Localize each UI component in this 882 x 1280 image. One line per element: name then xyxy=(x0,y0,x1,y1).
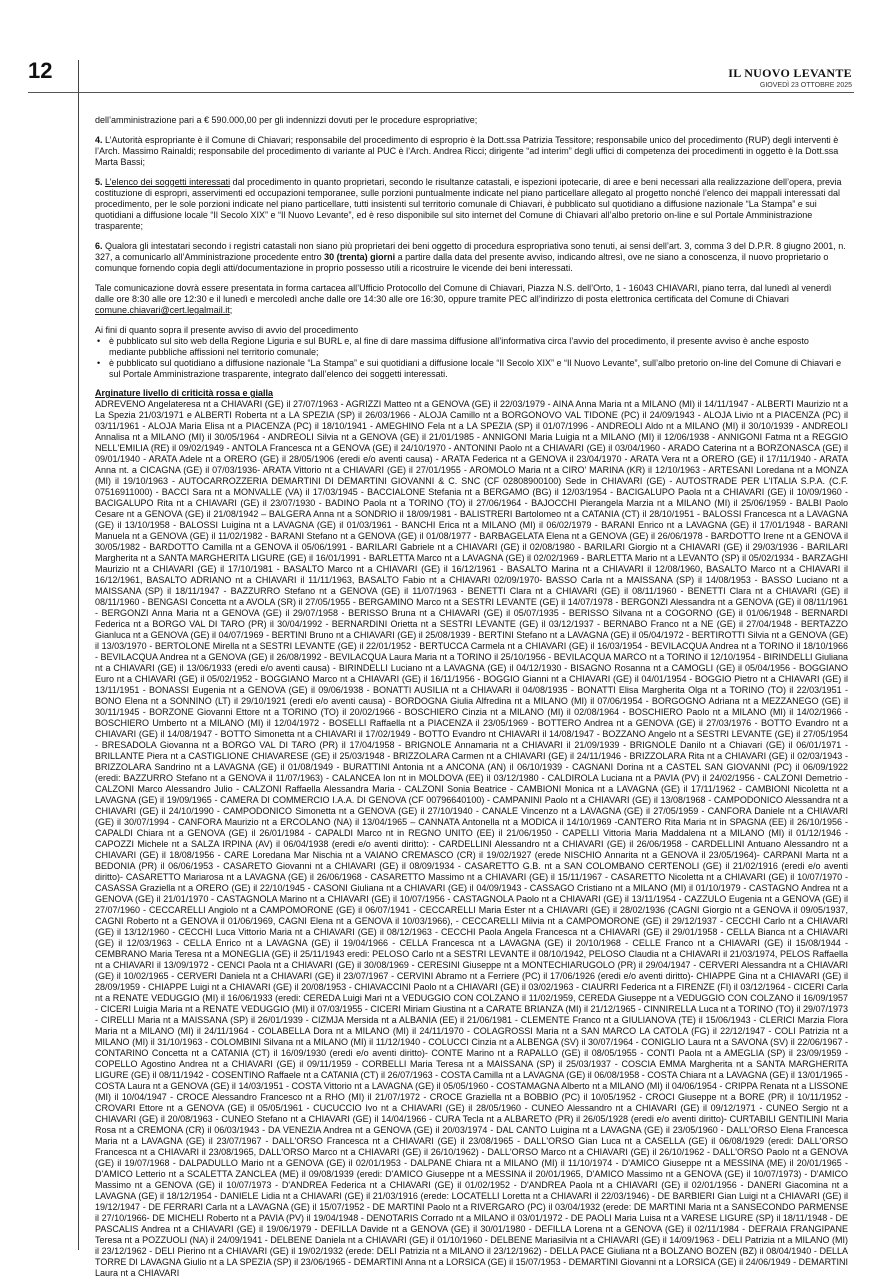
point-4 xyxy=(95,135,848,168)
communication-paragraph xyxy=(95,283,848,316)
intro-line: dell’amministrazione pari a € 590.000,00 per gli indennizzi dovuti per le procedure espropriative; xyxy=(95,115,478,125)
newspaper-title: IL NUOVO LEVANTE xyxy=(728,66,852,80)
header-rule xyxy=(28,92,854,93)
point-5-label: 5. xyxy=(95,177,103,187)
avviso-intro: Ai fini di quanto sopra il presente avviso di avvio del procedimento xyxy=(95,325,359,335)
point-5-text: dal procedimento in quanto proprietari, secondo le risultanze catastali, e ispezioni ipotecarie, di aree e beni necessari alla realizzazione dell’opera, previa costituzione di espropri, asservimenti ed occupazioni temporanee, sulle porzioni puntualmente indicate nel piano particellare allegato al progetto nonché l’elenco dei mappali interessati dal procedimento, per le sole porzioni indicate nel piano particellare, tutti insistenti sul territorio comunale di Chiavari, è pubblicato sul quotidiano a diffusione nazionale “La Stampa” e sui quotidiani a diffusione locale “Il Secolo XIX” e “Il Nuovo Levante”, ed è reso disponibile sul sito internet del Comune di Chiavari all’albo pretorio on-line e sul Portale Amministrazione trasparente; xyxy=(95,177,842,231)
point-6 xyxy=(95,241,848,274)
vertical-rule xyxy=(78,60,79,1250)
page-number: 12 xyxy=(28,58,53,83)
arginature-heading: Arginature livello di criticità rossa e gialla xyxy=(95,388,274,398)
point-6-label: 6. xyxy=(95,241,103,251)
arginature-owner-list: ADREVENO Angelateresa nt a CHIAVARI (GE) il 27/07/1963 - AGRIZZI Matteo nt a GENOVA (GE) il 22/03/1979 - AINA Anna Maria nt a MILANO (MI) il 14/11/1947 - ALBERTI Maurizio nt a La Spezia 21/03/1971 e ALBERTI Roberta nt a LA SPEZIA (SP) il 26/03/1966 - ALOJA Camillo nt a BORGONOVO VAL TIDONE (PC) il 24/09/1943 - ALOJA Livio nt a PIACENZA (PC) il 03/11/1961 - ALOJA Maria Elisa nt a PIACENZA (PC) il 18/10/1941 - AMEGHINO Fela nt a LA SPEZIA (SP) il 01/07/1996 - ANDREOLI Aldo nt a MILANO (MI) il 30/10/1939 - ANDREOLI Annalisa nt a MILANO (MI) il 30/05/1964 - ANDREOLI Silvia nt a GENOVA (GE) il 21/01/1985 - ANNIGONI Maria Luigia nt a MILANO (MI) il 12/06/1938 - ANNIGONI Fatma nt a REGGIO NELL'EMILIA (RE) il 09/02/1949 - ANTOLA Francesca nt a GENOVA (GE) il 24/10/1970 - ANTONINI Paolo nt a CHIAVARI (GE) il 03/04/1960 - ARADO Caterina nt a BORZONASCA (GE) il 09/01/1940 - ARATA Adele nt a ORERO (GE) il 28/05/1906 (eredi e/o aventi causa) - ARATA Federica nt a GENOVA il 23/04/1970 - ARATA Vera nt a ORERO (GE) il 17/11/1940 - ARATA Anna nt. a CICAGNA (GE) il 07/03/1936- ARATA Vittorio nt a CHIAVARI (GE) il 27/01/1955 - AROMOLO Maria nt a CIRO' MARINA (KR) il 12/10/1963 - ARTESANI Loredana nt a MONZA (MI) il 19/10/1963 - AUTOCARROZZERIA DEMARTINI DI DEMARTINI GIOVANNI & C. SNC (CF 02808900100) Sede in CHIAVARI (GE) - AUTOSTRADE PER L'ITALIA S.P.A. (C.F. 07516911000) - BACCI Sara nt a MONVALLE (VA) il 17/03/1945 - BACCIALONE Stefania nt a BERGAMO (BG) il 12/03/1954 - BACIGALUPO Paola nt a CHIAVARI (GE) il 10/09/1960 - BACIGALUPO Rita nt a CHIAVARI (GE) il 23/07/1930 - BADINO Paola nt a TORINO (TO) il 27/06/1964 - BAJOCCHI Pierangela Marzia nt a MILANO (MI) il 25/06/1959 - BALBI Paolo Cesare nt a GENOVA (GE) il 21/08/1942 – BALGERA Anna nt a SONDRIO il 18/09/1981 - BALISTRERI Bartolomeo nt a CATANIA (CT) il 28/10/1951 - BALOSSI Francesca nt a LAVAGNA (GE) il 13/10/1958 - BALOSSI Luigina nt a LAVAGNA (GE) il 01/03/1961 - BANCHI Erica nt a MILANO (MI) il 06/02/1979 - BARANI Enrico nt a LAVAGNA (GE) il 17/01/1948 - BARANI Manuela nt a GENOVA (GE) il 11/02/1982 - BARANI Stefano nt a GENOVA (GE) il 01/08/1977 - BARBAGELATA Elena nt a GENOVA (GE) il 26/06/1978 - BARDOTTO Irene nt a GENOVA il 30/05/1982 - BARDOTTO Camilla nt a GENOVA il 05/06/1991 - BARILARI Gabriele nt a CHIAVARI (GE) il 02/08/1980 - BARILARI Giorgio nt a CHIAVARI (GE) il 29/03/1936 - BARILARI Margherita nt a SANTA MARGHERITA LIGURE (GE) il 16/01/1991 - BARLETTA Marco nt a LAVAGNA (GE) il 02/02/1969 - BARLETTA Mario nt a LEVANTO (SP) il 05/02/1934 - BARZAGHI Maurizio nt a CHIAVARI (GE) il 17/10/1981 - BASALTO Marco nt a CHIAVARI (GE) il 16/12/1961 - BASALTO Marina nt a CHIAVARI il 12/08/1960, BASALTO Marco nt a CHIAVARI il 16/12/1961, BASALTO ADRIANO nt a CHIAVARI il 11/11/1963, BASALTO Fabio nt a CHIAVARI 02/09/1970- BASSO Carla nt a MAISSANA (SP) il 14/08/1953 - BASSO Luciano nt a MAISSANA (SP) il 18/11/1947 - BAZZURRO Stefano nt a GENOVA (GE) il 11/07/1963 - BENETTI Clara nt a CHIAVARI (GE) il 08/11/1960 - BENETTI Clara nt a CHIAVARI (GE) il 08/11/1960 - BENGASI Concetta nt a AVOLA (SR) il 27/05/1955 - BERGAMINO Marco nt a SESTRI LEVANTE (GE) il 14/07/1978 - BERGONZI Alessandra nt a GENOVA (GE) il 08/11/1961 - BERGONZI Anna Maria nt a GENOVA (GE) il 29/07/1958 - BERISSO Bruna nt a CHIAVARI (GE) il 05/07/1935 - BERISSO Silvana nt a COGORNO (GE) il 01/06/1948 - BERNARDI Federica nt a BORGO VAL DI TARO (PR) il 30/04/1992 - BERNARDINI Orietta nt a SESTRI LEVANTE (GE) il 03/12/1937 - BERNABO Franco nt a NE (GE) il 27/04/1948 - BERTAZZO Gianluca nt a GENOVA (GE) il 04/07/1969 - BERTINI Bruno nt a CHIAVARI (GE) il 25/08/1939 - BERTINI Stefano nt a LAVAGNA (GE) il 05/04/1972 - BERTIROTTI Silvia nt a GENOVA (GE) il 13/03/1970 - BERTOLONE Mirella nt a SESTRI LEVANTE (GE) il 22/01/1952 - BERTUCCA Carmela nt a CHIAVARI (GE) il 16/03/1954 - BEVILACQUA Andrea nt a TORINO il 18/10/1966 - BEVILACQUA Andrea nt a GENOVA (GE) il 26/08/1992 - BEVILACQUA Laura Maria nt a TORINO il 25/10/1956 - BEVILACQUA MARCO nt a TORINO il 12/10/1954 - BIRINDELLI Giuliana nt a CHIAVARI (GE) il 13/06/1933 (eredi e/o aventi causa) - BIRINDELLI Luciano nt a LAVAGNA (GE) il 04/12/1930 - BISAGNO Rosanna nt a CAMOGLI (GE) il 05/04/1956 - BOGGIANO Euro nt a CHIAVARI (GE) il 05/02/1952 - BOGGIANO Marco nt a CHIAVARI (GE) il 16/11/1956 - BOGGIO Gianni nt a CHIAVARI (GE) il 04/01/1954 - BOGGIO Pietro nt a CHIAVARI (GE) il 13/11/1951 - BONASSI Eugenia nt a GENOVA (GE) il 09/06/1938 - BONATTI AUSILIA nt a CHIAVARI il 04/08/1935 - BONATTI Elisa Margherita Olga nt a TORINO (TO) il 22/03/1951 - BONO Elena nt a SONNINO (LT) il 29/10/1921 (eredi e/o aventi causa) - BORDOGNA Giulia Alfredina nt a MILANO (MI) il 07/06/1954 - BORGOGNO Adriana nt a MEZZANEGO (GE) il 30/11/1945 - BORZONE Giovanni Ettore nt a TORINO (TO) il 20/02/1966 - BOSCHIERO Cinzia nt a MILANO (MI) il 02/08/1964 - BOSCHIERO Paolo nt a MILANO (MI) il 14/02/1966 - BOSCHIERO Umberto nt a MILANO (MI) il 12/04/1972 - BOSELLI Raffaella nt a PIACENZA il 23/05/1969 - BOTTERO Andrea nt a GENOVA (GE) il 27/03/1976 - BOTTO Evandro nt a CHIAVARI (GE) il 14/08/1947 - BOTTO Simonetta nt a CHIAVARI il 17/02/1949 - BOTTO Evandro nt CHIAVARI il 14/08/1947 - BOZZANO Angelo nt a SESTRI LEVANTE (GE) il 27/05/1954 - BRESADOLA Giovanna nt a BORGO VAL DI TARO (PR) il 17/04/1958 - BRIGNOLE Annamaria nt a CHIAVARI il 21/09/1939 - BRIGNOLE Danilo nt a Chiavari (GE) il 06/01/1971 - BRILLANTE Piera nt a CASTIGLIONE CHIAVARESE (GE) il 25/03/1948 - BRIZZOLARA Carmen nt a CHIAVARI (GE) il 24/11/1946 - BRIZZOLARA Rita nt a CHIAVARI (GE) il 02/03/1943 - BRIZZOLARA Sandrino nt a LAVAGNA (GE) il 01/08/1949 - BURATTINI Antonia nt a ANCONA (AN) il 06/10/1939 - CAGNANI Dorina nt a CASTEL SAN GIOVANNI (PC) il 06/09/1922 (eredi: BAZZURRO Stefano nt a GENOVA il 11/07/1963) - CALANCEA Ion nt in MOLDOVA (EE) il 03/12/1980 - CALDIROLA Luciana nt a PAVIA (PV) il 24/02/1956 - CALZONI Demetrio - CALZONI Marco Alessandro Julio - CALZONI Raffaella Alessandra Maria - CALZONI Sonia Beatrice - CAMBIONI Monica nt a LAVAGNA (GE) il 17/11/1962 - CAMBIONI Nicoletta nt a LAVAGNA (GE) il 19/09/1965 - CAMERA DI COMMERCIO I.A.A. DI GENOVA (CF 00796640100) - CAMPANINI Paolo nt a CHIAVARI (GE) il 13/08/1968 - CAMPODONICO Alessandra nt a CHIAVARI (GE) il 24/10/1990 - CAMPODONICO Simonetta nt a GENOVA (GE) il 27/10/1940 - CANALE Vincenzo nt a LAVAGNA (GE) il 27/05/1959 - CANFORA Daniele nt a CHIAVARI (GE) il 30/07/1994 - CANFORA Maurizio nt a ERCOLANO (NA) il 13/04/1965 – CANNATA Antonella nt a MODICA il 14/10/1969 -CANTERO Rita Maria nt in SPAGNA (EE) il 26/10/1956 - CAPALDI Chiara nt a GENOVA (GE) il 26/01/1984 - CAPALDI Marco nt in REGNO UNITO (EE) il 21/06/1950 - CAPELLI Vittoria Maria Maddalena nt a MILANO (MI) il 01/12/1946 - CAPOZZI Michele nt a SALZA IRPINA (AV) il 06/04/1938 (eredi e/o aventi diritto): - CARDELLINI Alessandro nt a CHIAVARI (GE) il 26/06/1958 - CARDELLINI Antuano Alessandro nt a CHIAVARI (GE) il 18/08/1956 - CARE Loredana Mar Nischia nt a VAIANO CREMASCO (CR) il 19/02/1927 (erede NISCHIO Annarita nt a GENOVA il 23/05/1964)- CARPANI Marta nt a BEDONIA (PR) il 06/06/1953 - CASARETO Giovanni nt a CHIAVARI (GE) il 08/09/1934 - CASARETTO G.B. nt a SAN COLOMBANO CERTENOLI (GE) il 21/02/1916 (eredi e/o aventi diritto)- CASARETTO Mariarosa nt a LAVAGNA (GE) il 26/06/1968 - CASARETTO Massimo nt a CHIAVARI (GE) il 15/11/1967 - CASARETTO Nicoletta nt a CHIAVARI (GE) il 10/07/1970 - CASASSA Graziella nt a ORERO (GE) il 22/10/1945 - CASONI Giuliana nt a CHIAVARI (GE) il 04/09/1943 - CASSAGO Cristiano nt a MILANO (MI) il 01/10/1979 - CASTAGNO Andrea nt a GENOVA (GE) il 21/01/1970 - CASTAGNOLA Marino nt a CHIAVARI (GE) il 10/07/1956 - CASTAGNOLA Paolo nt a CHIAVARI (GE) il 13/11/1954 - CAZZULO Eugenia nt a GENOVA (GE) il 27/07/1960 - CECCARELLI Angiolo nt a CAMPOMORONE (GE) il 06/07/1941 - CECCARELLI Maria Ester nt a CHIAVARI (GE) il 28/02/1936 (CAGNI Giorgio nt a GENOVA il 09/05/1937, CAGNI Roberto nt a GENOVA il 01/06/1969, CAGNI Elena nt a GENOVA il 10/03/1966), - CECCARELLI Milvia nt a CAMPOMORONE (GE) il 29/12/1937 - CECCHI Carlo nt a CHIAVARI (GE) il 13/12/1960 - CECCHI Luca Vittorio Maria nt a CHIAVARI (GE) il 08/12/1963 - CECCHI Paola Angela Francesca nt a CHIAVARI (GE) il 29/01/1958 - CELLA Bianca nt a CHIAVARI (GE) il 12/03/1963 - CELLA Enrico nt a LAVAGNA (GE) il 19/04/1966 - CELLA Francesca nt a LAVAGNA (GE) il 20/10/1968 - CELLE Franco nt a CHIAVARI (GE) il 15/08/1944 - CEMBRANO Maria Teresa nt a MONEGLIA (GE) il 25/11/1943 eredi: PELOSO Carlo nt a SESTRI LEVANTE il 08/10/1942, PELOSO Claudia nt a CHIAVARI il 21/03/1974, PELOS Raffaella nt a CHIAVARI il 13/09/1972 - CENCI Paola nt a CHIAVARI (GE) il 30/08/1969 - CERESINI Giuseppe nt a MONTECHIARUGOLO (PR) il 29/04/1947 - CERVERI Alessandra nt a CHIAVARI (GE) il 10/02/1965 - CERVERI Daniela nt a CHIAVARI (GE) il 23/07/1967 - CERVINI Abramo nt a Ferriere (PC) il 17/06/1926 (eredi e/o aventi diritto)- CHIAPPE Gina nt a CHIAVARI (GE) il 28/09/1959 - CHIAPPE Luigi nt a CHIAVARI (GE) il 20/08/1953 - CHIAVACCINI Paolo nt a CHIAVARI (GE) il 03/02/1963 - CIAURRI Federica nt a FIRENZE (FI) il 03/12/1964 - CICERI Carla nt a RENATE VEDUGGIO (MI) il 16/06/1933 (eredi: CEREDA Luigi Mari nt a VEDUGGIO CON COLZANO il 11/02/1959, CEREDA Giuseppe nt a VEDUGGIO CON COLZANO il 16/09/1957 - CICERI Luigia Maria nt a RENATE VEDUGGIO (MI) il 07/03/1955 - CICERI Miriam Giustina nt a CARATE BRIANZA (MI) il 21/12/1965 - CINNIRELLA Luca nt a TORINO (TO) il 29/07/1973 - CIRELLI Maria nt a MAISSANA (SP) il 26/01/1939 - CIZMJA Mersida nt a ALBANIA (EE) il 21/06/1981 - CLEMENTE Franco nt a GIULIANOVA (TE) il 15/06/1943 - CLERICI Marzia Flora Maria nt a MILANO (MI) il 24/11/1964 - COLABELLA Dora nt a MILANO (MI) il 24/11/1970 - COLAGROSSI Maria nt a SAN MARCO LA CATOLA (FG) il 22/12/1947 - COLI Patrizia nt a MILANO (MI) il 31/10/1963 - COLOMBINI Silvana nt a MILANO (MI) il 11/12/1940 - COLUCCI Cinzia nt a ALBENGA (SV) il 30/07/1964 - CONIGLIO Laura nt a SAVONA (SV) il 22/06/1967 - CONTARINO Concetta nt a CATANIA (CT) il 16/09/1930 (eredi e/o aventi diritto)- CONTE Marino nt a RAPALLO (GE) il 08/05/1955 - CONTI Paola nt a AMEGLIA (SP) il 23/09/1959 - COPELLO Agostino Andrea nt a CHIAVARI (GE) il 09/11/1959 - CORBELLI Maria Teresa nt a MAISSANA (SP) il 25/03/1937 - COSCIA EMMA Margherita nt a SANTA MARGHERITA LIGURE (GE) il 08/11/1942 - COSENTINO Raffaele nt a CATANIA (CT) il 26/07/1963 - COSTA Camilla nt a LAVAGNA (GE) il 06/08/1958 - COSTA Chiara nt a LAVAGNA (GE) il 13/01/1965 - COSTA Laura nt a GENOVA (GE) il 14/03/1951 - COSTA Vittorio nt a LAVAGNA (GE) il 05/05/1960 - COSTAMAGNA Alberto nt a MILANO (MI) il 04/06/1954 - CRIPPA Renata nt a LISSONE (MI) il 10/04/1947 - CROCE Alessandro Francesco nt a RHO (MI) il 21/07/1972 - CROCE Graziella nt a BOBBIO (PC) il 10/05/1952 - CROCI Giuseppe nt a BORE (PR) il 10/11/1952 - CROVARI Ettore nt a GENOVA (GE) il 05/05/1961 - CUCUCCIO Ivo nt a CHIAVARI (GE) il 28/05/1960 - CUNEO Alessandro nt a CHIAVARI (GE) il 09/12/1971 - CUNEO Sergio nt a CHIAVARI (GE) il 20/08/1963 - CUNEO Stefano nt a CHIAVARI (GE) il 14/04/1966 - CURA Tecla nt a ALBARETO (PR) il 26/05/1928 (eredi e/o aventi diritto)- CURTABILI GENTILINI Maria Rosa nt a CREMONA (CR) il 06/03/1943 - DA VENEZIA Andrea nt a GENOVA (GE) il 20/03/1974 - DAL CANTO Luigina nt a LAVAGNA (GE) il 23/05/1960 - DALL'ORSO Elena Francesca Maria nt a LAVAGNA (GE) il 23/07/1967 - DALL'ORSO Francesca nt a CHIAVARI (GE) il 23/08/1965 - DALL'ORSO Gian Luca nt a CASELLA (GE) il 06/08/1929 (eredi: DALL'ORSO Francesca nt a CHIAVARI il 23/08/1965, DALL'ORSO Marco nt a CHIAVARI (GE) il 26/10/1962) - DALL'ORSO Marco nt a CHIAVARI (GE) il 26/10/1962 - DALL'ORSO Paolo nt a GENOVA (GE) il 19/07/1968 - DALPADULLO Mario nt a GENOVA (GE) il 02/01/1953 - DALPANE Chiara nt a MILANO (MI) il 11/10/1974 - D'AMICO Giuseppe nt a MESSINA (ME) il 20/01/1965 - D'AMICO Letterio nt a SCALETTA ZANCLEA (ME) il 09/08/1939 (eredi: D'AMICO Giuseppe nt a MESSINA il 20/01/1965, D'AMICO Massimo nt a GENOVA (GE) il 10/07/1973) - D'AMICO Massimo nt a GENOVA (GE) il 10/07/1973 - D'ANDREA Federica nt a CHIAVARI (GE) il 01/02/1952 - D'ANDREA Paola nt a CHIAVARI (GE) il 02/01/1956 - DANERI Giacomina nt a LAVAGNA (GE) il 18/12/1954 - DANIELE Lidia nt a CHIAVARI (GE) il 21/03/1916 (erede: LOCATELLI Loretta nt a CHIAVARI il 22/03/1946) - DE BARBIERI Gian Luigi nt a CHIAVARI (GE) il 19/12/1947 - DE FERRARI Carla nt a LAVAGNA (GE) il 15/07/1952 - DE MARTINI Paolo nt a RIVERGARO (PC) il 03/04/1932 (erede: DE MARTINI Maria nt a SANSECONDO PARMENSE il 27/10/1966- DE MICHELI Roberto nt a PAVIA (PV) il 19/04/1948 - DENOTARIS Corrado nt a MILANO il 03/01/1972 - DE PAOLI Maria Luisa nt a VARESE LIGURE (SP) il 18/11/1948 - DE PASCALIS Andrea nt a CHIAVARI (GE) il 19/06/1979 - DEFILLA Davide nt a GENOVA (GE) il 30/01/1980 - DEFILLA Lorena nt a GENOVA (GE) il 02/11/1984 - DEFRAIA FRANGIPANE Teresa nt a POZZUOLI (NA) il 24/09/1941 - DELBENE Daniela nt a CHIAVARI (GE) il 01/10/1960 - DELBENE Mariasilvia nt a CHIAVARI (GE) il 14/09/1963 - DELI Patrizia nt a MILANO (MI) il 23/12/1962 - DELI Pierino nt a CHIAVARI (GE) il 19/02/1932 (erede: DELI Patrizia nt a MILANO il 23/12/1962) - DELLA PACE Giuliana nt a BOLZANO BOZEN (BZ) il 08/04/1940 - DELLA TORRE DI LAVAGNA Giulio nt a LA SPEZIA (SP) il 23/06/1965 - DEMARTINI Anna nt a LORSICA (GE) il 15/07/1953 - DEMARTINI Giovanni nt a LORSICA (GE) il 24/06/1949 - DEMARTINI Laura nt a CHIAVARI xyxy=(95,399,849,1278)
point-5 xyxy=(95,177,848,232)
point-6-text-after: a partire dalla data del presente avviso, indicando altresì, ove ne siano a conoscenza, il nuovo proprietario o comunque fornendo copia degli atti/documentazione in proprio possesso utili a ricostruire le vicende dei beni interessati. xyxy=(95,252,829,273)
point-6-deadline: 30 (trenta) giorni xyxy=(324,252,396,262)
communication-text: Tale comunicazione dovrà essere presentata in forma cartacea all’Ufficio Protocollo del Comune di Chiavari, Piazza N.S. dell’Orto, 1 - 16043 CHIAVARI, piano terra, dal lunedì al venerdì dalle ore 8:30 alle ore 12:30 e il lunedì e mercoledì anche dalle ore 14:30 alle ore 16:30, oppure tramite PEC all’indirizzo di posta elettronica certificata del Comune di Chiavari xyxy=(95,283,832,304)
point-4-text: L’Autorità espropriante è il Comune di Chiavari; responsabile del procedimento di esproprio è la Dott.ssa Patrizia Tessitore; responsabile unico del procedimento (RUP) degli interventi è l’Arch. Massimo Rainaldi; responsabile del procedimento di variante al PUC è l’Arch. Andrea Ricci; dirigente “ad interim” degli uffici di competenza dei procedimenti in oggetto è la Dott.ssa Marta Bassi; xyxy=(95,135,839,167)
point-4-label: 4. xyxy=(95,135,103,145)
pec-address-link[interactable]: comune.chiavari@cert.legalmail.it xyxy=(95,305,230,315)
avviso-bullet-2: • è pubblicato sul quotidiano a diffusione nazionale “La Stampa” e sui quotidiani a diffusione locale “Il Secolo XIX” e “Il Nuovo Levante”, sull’albo pretorio on-line del Comune di Chiavari e sul Portale Amministrazione trasparente, integrato dall’elenco dei soggetti interessati. xyxy=(109,358,848,380)
avviso-bullet-1: • è pubblicato sul sito web della Regione Liguria e sul BURL e, al fine di dare massima diffusione all’informativa circa l’avvio del procedimento, il presente avviso è anche esposto mediante pubbliche affissioni nel territorio comunale; xyxy=(109,336,848,358)
point-5-underlined: L’elenco dei soggetti interessati xyxy=(105,177,231,187)
communication-end: ; xyxy=(229,305,233,315)
point-6-text-before: Qualora gli intestatari secondo i registri catastali non siano più proprietari dei beni oggetto di procedura espropriativa sono tenuti, ai sensi dell’art. 3, comma 3 del D.P.R. 8 giugno 2001, n. 327, a comunicarlo all’Amministrazione procedente entro xyxy=(95,241,846,262)
avviso-bullets xyxy=(95,336,848,380)
masthead xyxy=(728,66,852,89)
issue-date: GIOVEDÌ 23 OTTOBRE 2025 xyxy=(759,82,852,89)
notice-content xyxy=(95,115,849,1278)
